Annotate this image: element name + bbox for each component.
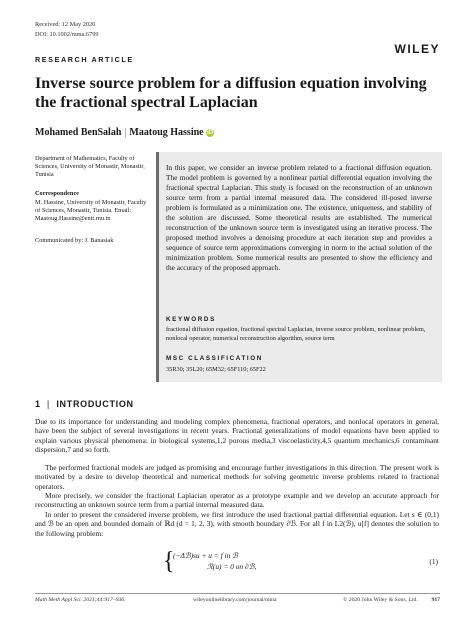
- affiliation: Department of Mathematics, Faculty of Sciences, University of Monastir, Monastir, Tunisia: [35, 155, 145, 179]
- footer-rule: [35, 593, 440, 594]
- equation-1: [173, 551, 256, 572]
- paragraph-3: More precisely, we consider the fractional Laplacian operator as a prototype example and we develop an accurate approach for reconstructing an unknown source term from a partial internal measured data.: [35, 491, 439, 510]
- paragraph-1: Due to its importance for understanding and modeling complex phenomena, fractional operators, and nonlocal operators in general, have been the subject of several investigations in recent years. Fractional generalizations of model equations have been applied to explain various physical phenomena: in biological systems,1,2 porous media,3 viscoelasticity,4,5 quantum mechanics,6 contaminant dispersion,7 and so forth.: [35, 417, 439, 455]
- author-separator: |: [124, 127, 127, 138]
- paper-title: Inverse source problem for a diffusion equation involving the fractional spectral Laplacian: [35, 75, 427, 111]
- keywords-label: KEYWORDS: [166, 316, 216, 323]
- copyright: © 2020 John Wiley & Sons, Ltd.: [343, 597, 418, 603]
- author-list: [35, 127, 214, 138]
- communicated-by: Communicated by: J. Banasiak: [35, 237, 114, 244]
- journal-citation: Math Meth Appl Sci. 2021;44:917–936.: [35, 597, 126, 603]
- article-type: RESEARCH ARTICLE: [35, 55, 134, 64]
- correspondence-text: M. Hassine, University of Monastir, Faculty of Sciences, Monastir, Tunisia. Email: Maatoug.Hassine@enit.rnu.tn: [35, 199, 147, 223]
- equation-brace: {: [163, 547, 175, 575]
- author-name[interactable]: Maatoug Hassine: [129, 127, 204, 138]
- paragraph-4: In order to present the considered inverse problem, we first introduce the used fractional partial differential equation. Let s ∈ (0,1) and ℬ be an open and bounded domain of ℝd (d = 1, 2, 3), with smooth boundary ∂ℬ. For all f in L2(ℬ), u[f] denotes the solution to the following problem:: [35, 510, 439, 538]
- paragraph-2: The performed fractional models are judged as promising and encourage further investigations in this direction. The present work is motivated by a desire to develop theoretical and numerical methods for solving geometric inverse problems related to fractional operators.: [35, 463, 439, 491]
- publisher-logo: WILEY: [394, 42, 440, 56]
- keywords-text: fractional diffusion equation, fractional spectral Laplacian, inverse source problem, nonlinear problem, nonlocal operator, numerical reconstruction algorithm, source term: [166, 326, 426, 342]
- equation-number: (1): [429, 557, 438, 566]
- correspondence-label: Correspondence: [35, 190, 79, 197]
- equation-line: ℛ(u) = 0 on ∂ℬ,: [207, 561, 257, 571]
- section-title: INTRODUCTION: [56, 399, 134, 409]
- section-heading: [35, 399, 134, 409]
- journal-url[interactable]: wileyonlinelibrary.com/journal/mma: [193, 597, 277, 603]
- section-number: 1: [35, 399, 41, 409]
- page-number: 917: [431, 597, 440, 603]
- doi: DOI: 10.1002/mma.6799: [35, 31, 99, 38]
- section-divider: |: [46, 399, 51, 409]
- msc-label: MSC CLASSIFICATION: [166, 355, 263, 362]
- msc-text: 35R30; 35L20; 65M32; 65F110; 65F22: [166, 366, 266, 373]
- orcid-icon[interactable]: iD: [207, 130, 214, 136]
- equation-line: (−Δℬ)su + u = f in ℬ: [173, 551, 238, 560]
- author-name[interactable]: Mohamed BenSalah: [35, 127, 122, 138]
- abstract-text: In this paper, we consider an inverse problem related to a fractional diffusion equation. The model problem is governed by a nonlinear partial differential equation involving the fractional spectral Laplacian. This study is focused on the reconstruction of an unknown source term from a partial internal measured data. The considered ill-posed inverse problem is formulated as a minimization one. The existence, uniqueness, and stability of the solution are discussed. Some theoretical results are established. The numerical reconstruction of the unknown source term is investigated using an iterative process. The proposed method involves a denoising procedure at each iteration step and provides a sequence of source term approximations converging in norm to the actual solution of the minimization problem. Some numerical results are presented to show the efficiency and the accuracy of the proposed approach.: [166, 163, 432, 272]
- received-date: Received: 12 May 2020: [35, 21, 96, 28]
